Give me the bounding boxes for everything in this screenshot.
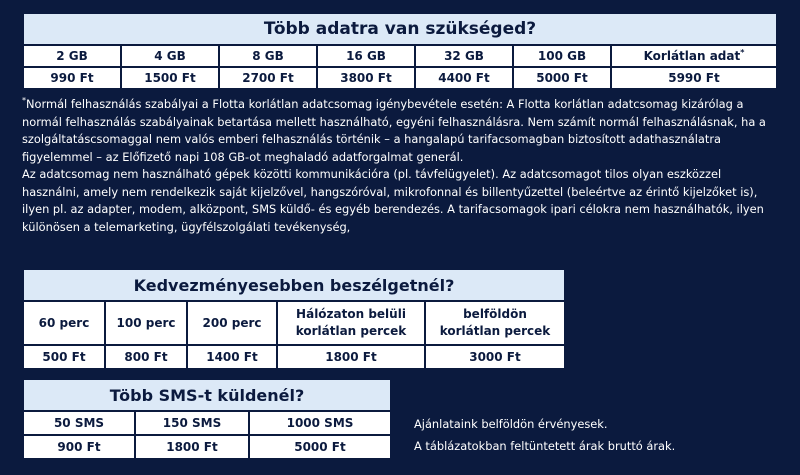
sms-table-price-row <box>23 435 391 459</box>
unlimited-footnote-marker: * <box>740 48 745 57</box>
data-price-100gb: 5000 Ft <box>513 67 611 89</box>
call-price-100: 800 Ft <box>105 345 187 369</box>
call-header-domestic-line1: belföldön <box>463 307 527 321</box>
data-price-2gb: 990 Ft <box>23 67 121 89</box>
call-header-domestic-unlimited <box>425 301 565 345</box>
sms-price-50: 900 Ft <box>23 435 135 459</box>
call-price-onnet-unlimited: 1800 Ft <box>277 345 425 369</box>
call-price-domestic-unlimited: 3000 Ft <box>425 345 565 369</box>
call-header-onnet-unlimited <box>277 301 425 345</box>
fair-use-notes <box>22 96 782 236</box>
data-table-header-row <box>23 45 777 67</box>
sms-price-150: 1800 Ft <box>135 435 249 459</box>
call-header-200-label: 200 perc <box>202 315 262 330</box>
data-price-unlimited: 5990 Ft <box>611 67 777 89</box>
call-header-200 <box>187 301 277 345</box>
footer-notes <box>414 413 675 457</box>
usage-restriction-paragraph: Az adatcsomag nem használható gépek közötti kommunikációra (pl. távfelügyelet). Az adatcsomagot tilos olyan eszközzel használni, amely nem rendelkezik saját kijelzővel, hangszóróval, mikrofonnal és billentyűzettel (beleértve az érintő kijelzőket is), ilyen pl. az adapter, modem, alközpont, SMS küldő- és egyéb berendezés. A tarifacsomagok ipari célokra nem használhatók, ilyen különösen a telemarketing, ügyfélszolgálati tevékenység, <box>22 167 764 234</box>
fair-use-text: Normál felhasználás szabályai a Flotta korlátlan adatcsomag igénybevétele esetén: A Flotta korlátlan adatcsomag kizárólag a normál felhasználás szabályainak betartása mellett használható, egyéni felhasználásra. Nem számít normál felhasználásnak, ha a szolgáltatáscsomaggal nem valós emberi felhasználás történik – a hangalapú tarifacsomagban biztosított adathasználatra figyelemmel – az Előfizető napi 108 GB-ot meghaladó adatforgalmat generál. <box>22 97 766 164</box>
call-table-header-row <box>23 301 565 345</box>
data-price-4gb: 1500 Ft <box>121 67 219 89</box>
call-header-onnet-line2: korlátlan percek <box>295 324 407 338</box>
call-table-price-row <box>23 345 565 369</box>
sms-table-title: Több SMS-t küldenél? <box>23 379 391 411</box>
footnote-marker: * <box>22 96 26 106</box>
call-header-domestic-line2: korlátlan percek <box>439 324 551 338</box>
data-header-unlimited <box>611 45 777 67</box>
call-header-onnet-line1: Hálózaton belüli <box>296 307 406 321</box>
data-packages-table <box>22 12 778 90</box>
call-price-60: 500 Ft <box>23 345 105 369</box>
gross-price-note: A táblázatokban feltüntetett árak bruttó árak. <box>414 439 676 453</box>
data-header-2gb: 2 GB <box>23 45 121 67</box>
data-header-16gb: 16 GB <box>317 45 415 67</box>
data-header-32gb: 32 GB <box>415 45 513 67</box>
data-header-100gb: 100 GB <box>513 45 611 67</box>
sms-price-1000: 5000 Ft <box>249 435 391 459</box>
call-header-100-label: 100 perc <box>116 315 176 330</box>
data-price-16gb: 3800 Ft <box>317 67 415 89</box>
data-price-32gb: 4400 Ft <box>415 67 513 89</box>
unlimited-label: Korlátlan adat <box>643 49 741 63</box>
call-header-60 <box>23 301 105 345</box>
data-price-8gb: 2700 Ft <box>219 67 317 89</box>
call-header-100 <box>105 301 187 345</box>
sms-header-150: 150 SMS <box>135 411 249 435</box>
call-table-title: Kedvezményesebben beszélgetnél? <box>23 269 565 301</box>
sms-table-header-row <box>23 411 391 435</box>
data-header-4gb: 4 GB <box>121 45 219 67</box>
sms-header-50: 50 SMS <box>23 411 135 435</box>
domestic-validity-note: Ajánlataink belföldön érvényesek. <box>414 417 608 431</box>
call-packages-table <box>22 268 566 370</box>
data-table-title: Több adatra van szükséged? <box>23 13 777 45</box>
sms-header-1000: 1000 SMS <box>249 411 391 435</box>
fair-use-paragraph <box>22 96 782 166</box>
data-header-8gb: 8 GB <box>219 45 317 67</box>
data-table-price-row <box>23 67 777 89</box>
call-header-60-label: 60 perc <box>38 315 90 330</box>
sms-packages-table <box>22 378 392 460</box>
call-price-200: 1400 Ft <box>187 345 277 369</box>
